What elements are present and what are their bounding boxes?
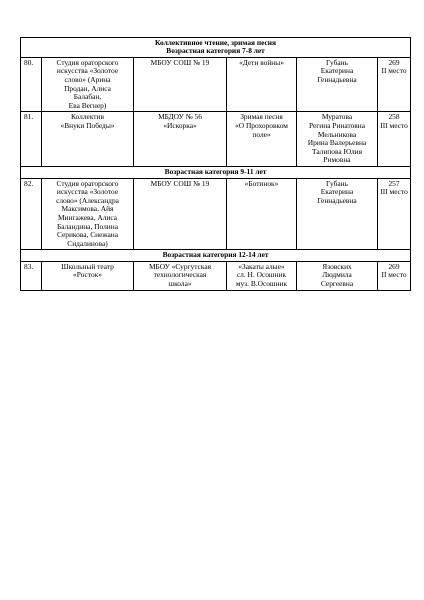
teacher-line: Регина Ринатовна — [308, 120, 366, 130]
participant-cell — [42, 112, 134, 167]
participant-line: слово» (Александра — [56, 195, 119, 205]
participant-line: «Росток» — [73, 270, 102, 280]
participant-line: искусства «Золотое — [56, 66, 119, 76]
institution-line: МБОУ «Сургутская — [148, 261, 212, 271]
result-cell — [378, 112, 411, 167]
participant-line: Коллектив — [71, 112, 104, 122]
work-line: «Дети войны» — [239, 57, 284, 67]
teacher-line: Людмила — [322, 270, 352, 280]
work-line: сл. Н. Осошник — [236, 270, 287, 280]
institution-cell — [134, 178, 227, 250]
row-number: 83. — [21, 261, 42, 290]
participant-line: Студия ораторского — [56, 57, 119, 67]
teacher-cell — [297, 178, 378, 250]
table-row — [21, 261, 411, 290]
work-cell — [227, 178, 297, 250]
participant-line: слово» (Арина — [64, 75, 111, 84]
age-category-7-8: Возрастная категория 7-8 лет — [166, 46, 265, 56]
participant-line: Школьный театр — [61, 261, 114, 271]
row-number: 82. — [21, 178, 42, 250]
teacher-line: Мельникова — [317, 129, 357, 139]
participant-line: Мингажева, Алиса — [57, 212, 118, 222]
teacher-line: Сергеевна — [320, 279, 354, 289]
teacher-cell — [297, 261, 378, 290]
work-line: «Закаты алые» — [238, 261, 285, 271]
table-row — [21, 57, 411, 112]
work-line: «О Прохоровком — [235, 120, 288, 130]
work-line: поле» — [252, 129, 271, 139]
teacher-line: Геннадьевна — [317, 195, 357, 205]
teacher-line: Ирина Валерьевна — [307, 138, 367, 148]
participant-cell — [42, 57, 134, 112]
teacher-line: Губань — [326, 178, 348, 188]
participant-line: Серикова, Снежана — [56, 230, 118, 240]
work-cell — [227, 57, 297, 112]
category-row — [21, 166, 411, 178]
place: II место — [381, 66, 407, 76]
participant-line: Студия ораторского — [56, 178, 119, 188]
category-row — [21, 250, 411, 262]
row-number: 80. — [21, 57, 42, 112]
place: III место — [380, 187, 408, 197]
place: II место — [381, 270, 407, 280]
teacher-line: Екатерина — [320, 187, 354, 197]
work-cell — [227, 261, 297, 290]
participant-line: Балабан, — [73, 92, 102, 102]
score: 269 — [388, 261, 400, 271]
participant-line: Сидалинова) — [67, 238, 108, 248]
institution-line: МБОУ СОШ № 19 — [150, 57, 210, 67]
teacher-cell — [297, 57, 378, 112]
score: 258 — [388, 112, 400, 122]
institution-line: МБОУ СОШ № 19 — [150, 178, 210, 188]
participant-line: искусства «Золотое — [56, 187, 119, 197]
work-cell — [227, 112, 297, 167]
table-row — [21, 112, 411, 167]
participant-cell — [42, 178, 134, 250]
teacher-line: Екатерина — [320, 66, 354, 76]
teacher-line: Римовна — [323, 155, 351, 165]
score: 269 — [388, 57, 400, 67]
work-line: «Ботинок» — [244, 178, 279, 188]
result-cell — [378, 178, 411, 250]
age-category-9-11: Возрастная категория 9-11 лет — [21, 166, 411, 178]
teacher-line: Муратова — [321, 112, 353, 122]
teacher-line: Геннадьевна — [317, 75, 357, 84]
table-row — [21, 178, 411, 250]
participant-line: «Внуки Победы» — [60, 120, 115, 130]
section-header-row — [21, 38, 411, 58]
participant-line: Ева Вегнер) — [68, 100, 107, 110]
result-cell — [378, 261, 411, 290]
teacher-line: Губань — [326, 57, 348, 67]
institution-line: школа» — [168, 279, 192, 289]
institution-line: «Искорка» — [163, 120, 197, 130]
age-category-12-14: Возрастная категория 12-14 лет — [21, 250, 411, 262]
participant-line: Продан, Алиса — [64, 83, 111, 93]
teacher-cell — [297, 112, 378, 167]
work-line: муз. В.Осошник — [235, 279, 288, 289]
section-title: Коллективное чтение, зримая песня — [155, 38, 277, 47]
teacher-line: Талипова Юлия — [311, 146, 363, 156]
institution-cell — [134, 261, 227, 290]
participant-cell — [42, 261, 134, 290]
participant-line: Максимова, Айя — [61, 204, 114, 214]
teacher-line: Язовских — [322, 261, 352, 271]
results-table — [20, 37, 411, 291]
institution-line: технологическая — [153, 270, 207, 280]
section-header — [21, 38, 411, 58]
result-cell — [378, 57, 411, 112]
row-number: 81. — [21, 112, 42, 167]
place: III место — [380, 120, 408, 130]
institution-cell — [134, 112, 227, 167]
participant-line: Баландина, Полина — [57, 221, 118, 231]
institution-line: МБДОУ № 56 — [158, 112, 202, 122]
work-line: Зримая песня — [240, 112, 283, 122]
institution-cell — [134, 57, 227, 112]
score: 257 — [388, 178, 400, 188]
